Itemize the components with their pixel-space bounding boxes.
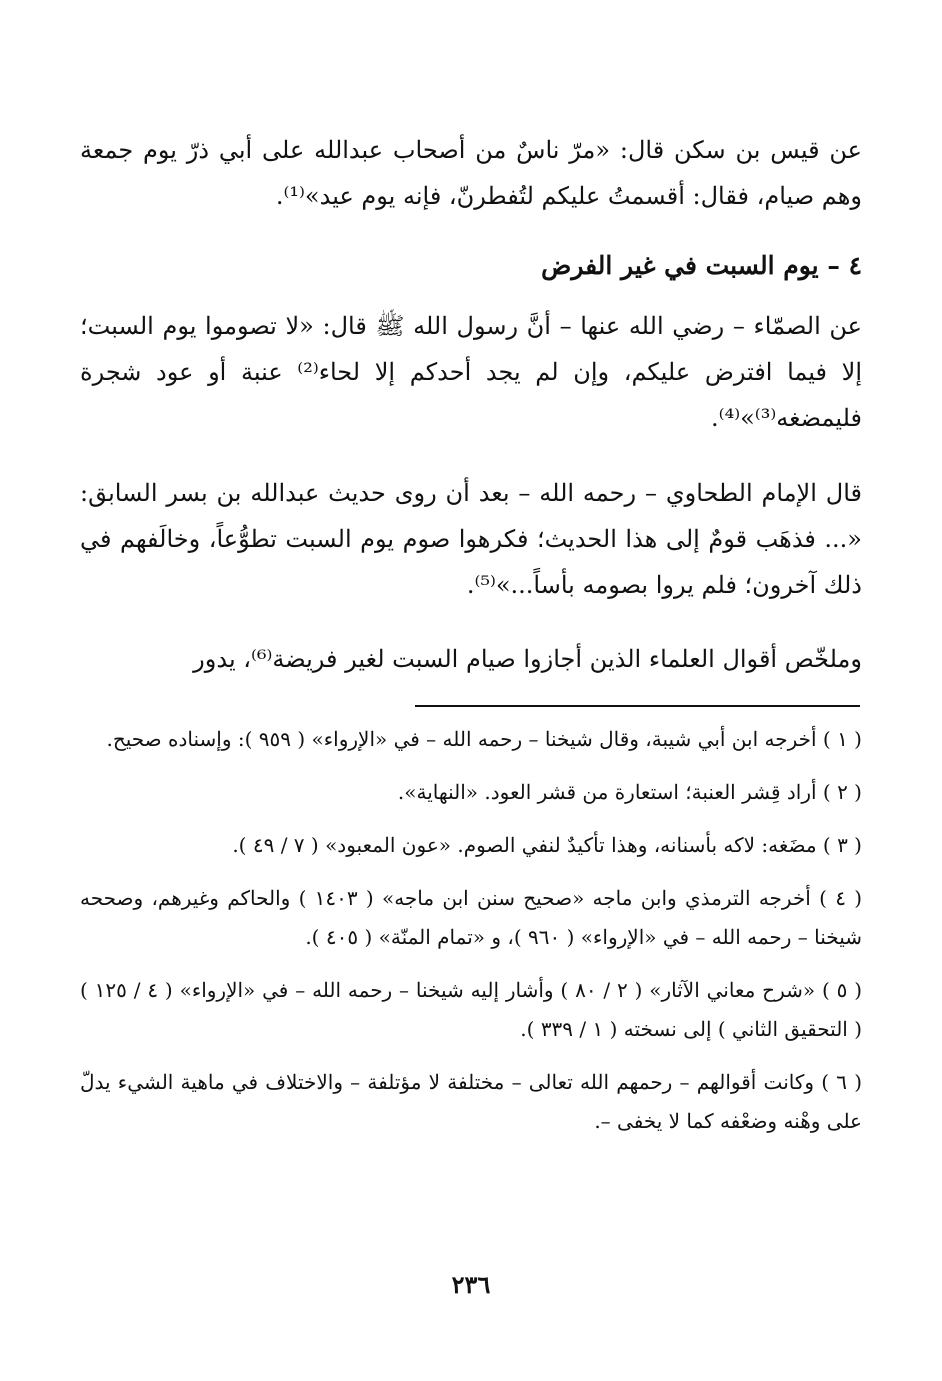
footnotes [80,720,862,1155]
footnote-1: ( ١ ) أخرجه ابن أبي شيبة، وقال شيخنا – رحمه الله – في «الإرواء» ( ٩٥٩ ): وإسناده صحيح. [106,727,862,751]
footnote-5: ( ٥ ) «شرح معاني الآثار» ( ٢ / ٨٠ ) وأشار إليه شيخنا – رحمه الله – في «الإرواء» ( ٤ / ١٢٥ ) ( التحقيق الثاني ) إلى نسخته ( ١ / ٣٣٩ ). [80,978,862,1041]
footnote-2: ( ٢ ) أراد قِشر العنبة؛ استعارة من قشر العود. «النهاية». [397,780,862,804]
section-heading: ٤ – يوم السبت في غير الفرض [541,251,862,280]
paragraph-3 [80,470,862,608]
paragraph-1-text: عن قيس بن سكن قال: «مرّ ناسٌ من أصحاب عبدالله على أبي ذرّ يوم جمعة وهم صيام، فقال: أقسمتُ عليكم لتُفطرنّ، فإنه يوم عيد»⁽¹⁾. [80,136,862,210]
paragraph-4 [80,636,862,682]
paragraph-1 [80,127,862,219]
footnote-3: ( ٣ ) مضَغه: لاكه بأسنانه، وهذا تأكيدٌ لنفي الصوم. «عون المعبود» ( ٧ / ٤٩ ). [232,833,862,857]
page-number: ٢٣٦ [451,1270,491,1299]
paragraph-4-text: وملخّص أقوال العلماء الذين أجازوا صيام السبت لغير فريضة⁽⁶⁾، يدور [193,645,862,673]
footnote-4: ( ٤ ) أخرجه الترمذي وابن ماجه «صحيح سنن ابن ماجه» ( ١٤٠٣ ) والحاكم وغيرهم، وصححه شيخنا – رحمه الله – في «الإرواء» ( ٩٦٠ )، و «تمام المنّة» ( ٤٠٥ ). [80,886,862,949]
footnote-6: ( ٦ ) وكانت أقوالهم – رحمهم الله تعالى – مختلفة لا مؤتلفة – والاختلاف في ماهية الشيء يدلّ على وهْنه وضعْفه كما لا يخفى –. [80,1070,863,1133]
paragraph-2-text: عن الصمّاء – رضي الله عنها – أنَّ رسول الله ﷺ قال: «لا تصوموا يوم السبت؛ إلا فيما افترض عليكم، وإن لم يجد أحدكم إلا لحاء⁽²⁾ عنبة أو عود شجرة فليمضغه⁽³⁾»⁽⁴⁾. [80,312,862,432]
paragraph-3-text: قال الإمام الطحاوي – رحمه الله – بعد أن روى حديث عبدالله بن بسر السابق: «... فذهَب قومٌ إلى هذا الحديث؛ فكرهوا صوم يوم السبت تطوُّعاً، وخالَفهم في ذلك آخرون؛ فلم يروا بصومه بأساً...»⁽⁵⁾. [80,479,862,599]
paragraph-2 [80,303,862,441]
footnote-separator [415,705,860,707]
